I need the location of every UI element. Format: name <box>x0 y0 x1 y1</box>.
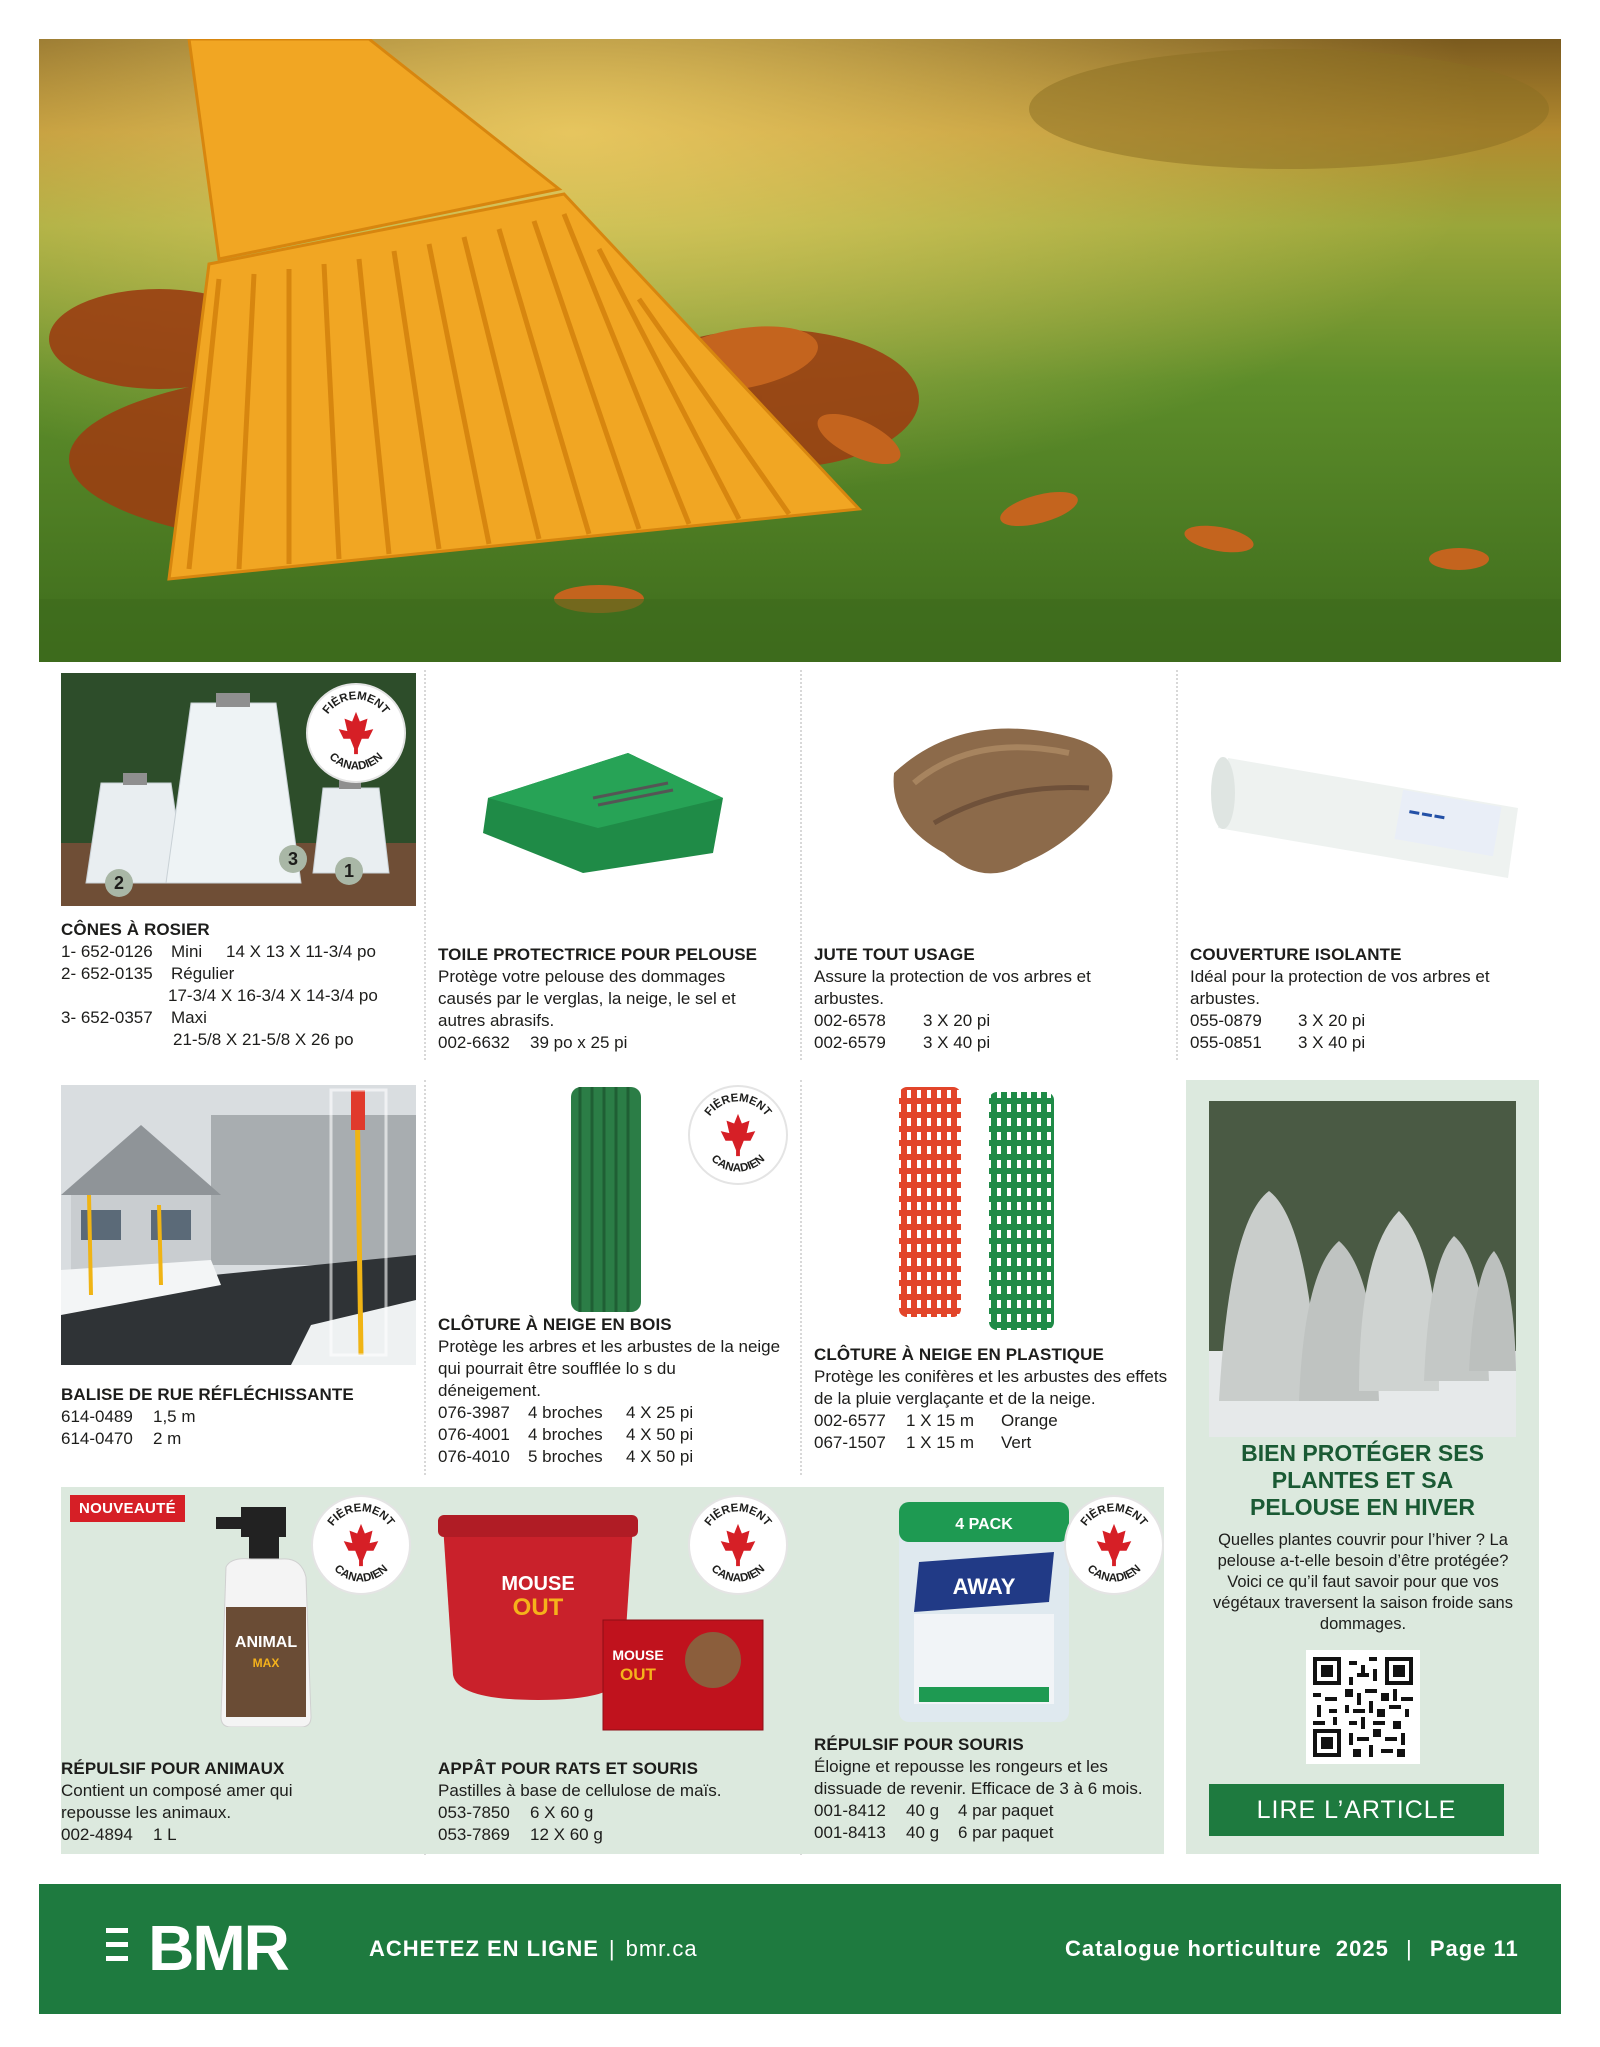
spec-row: 1- 652-0126 Mini 14 X 13 X 11-3/4 po <box>61 942 376 961</box>
product-title: CÔNES À ROSIER <box>61 920 210 939</box>
svg-text:ANIMAL: ANIMAL <box>234 1634 298 1651</box>
product-rose-cones <box>61 673 416 1063</box>
product-title: BALISE DE RUE RÉFLÉCHISSANTE <box>61 1385 354 1404</box>
read-article-button[interactable]: LIRE L’ARTICLE <box>1209 1784 1504 1836</box>
svg-text:CANADIEN: CANADIEN <box>326 750 386 773</box>
product-title: TOILE PROTECTRICE POUR PELOUSE <box>438 945 758 964</box>
product-all-purpose-jute <box>814 673 1164 1063</box>
spec-row: 002-4894 1 L <box>61 1825 177 1844</box>
marker-1: 1 <box>335 857 363 885</box>
canadian-badge <box>311 1495 411 1595</box>
spec-row: 055-0879 3 X 20 pi <box>1190 1011 1366 1030</box>
product-title: RÉPULSIF POUR SOURIS <box>814 1735 1024 1754</box>
spec-row: 002-6632 39 po x 25 pi <box>438 1033 628 1052</box>
animal-repellent-bottle-image <box>211 1507 321 1727</box>
product-description: Pastilles à base de cellulose de maïs. <box>438 1781 722 1800</box>
canadian-badge <box>688 1085 788 1185</box>
spec-row: 002-6579 3 X 40 pi <box>814 1033 991 1052</box>
spec-row: 001-8412 40 g 4 par paquet <box>814 1801 1054 1820</box>
product-description: Éloigne et repousse les rongeurs et les dissuade de revenir. Efficace de 3 à 6 mois. <box>814 1757 1143 1798</box>
hero-rake-leaves-image <box>39 39 1561 662</box>
footer-bar <box>39 1884 1561 2014</box>
product-rat-mouse-bait <box>438 1487 788 1854</box>
canadian-badge <box>688 1495 788 1595</box>
canadian-badge <box>306 683 406 783</box>
svg-text:MOUSE: MOUSE <box>612 1647 664 1663</box>
maple-leaf-icon <box>344 1524 379 1566</box>
article-text: Quelles plantes couvrir pour l’hiver ? La pelouse a-t-elle besoin d’être protégée? Voici ce qu’il faut savoir pour que vos végétaux traversent la saison froide sans dommages. <box>1213 1531 1513 1633</box>
maple-leaf-icon <box>721 1524 756 1566</box>
article-panel <box>1186 1080 1539 1854</box>
divider <box>1176 670 1178 1060</box>
divider <box>800 670 802 1060</box>
svg-text:FIÈREMENT: FIÈREMENT <box>325 1502 397 1529</box>
snow-driveway-image <box>61 1085 416 1365</box>
product-title: JUTE TOUT USAGE <box>814 945 975 964</box>
product-lawn-protection-cloth <box>438 673 788 1063</box>
svg-text:CANADIEN: CANADIEN <box>708 1562 768 1585</box>
product-title: COUVERTURE ISOLANTE <box>1190 945 1402 964</box>
product-title: RÉPULSIF POUR ANIMAUX <box>61 1759 285 1778</box>
svg-text:FIÈREMENT: FIÈREMENT <box>702 1502 774 1529</box>
product-animal-repellent <box>61 1487 416 1854</box>
product-wood-snow-fence <box>438 1085 788 1480</box>
product-title: APPÂT POUR RATS ET SOURIS <box>438 1759 699 1778</box>
svg-text:CANADIEN: CANADIEN <box>708 1152 768 1175</box>
maple-leaf-icon <box>1097 1524 1132 1566</box>
svg-text:MAX: MAX <box>252 1656 280 1670</box>
plastic-fence-rolls-image <box>894 1087 1069 1332</box>
spec-row: 067-1507 1 X 15 m Vert <box>814 1433 1032 1452</box>
divider <box>800 1080 802 1475</box>
product-reflective-marker <box>61 1085 416 1465</box>
divider <box>424 670 426 1060</box>
svg-text:AWAY: AWAY <box>952 1574 1016 1599</box>
product-description: Idéal pour la protection de vos arbres et arbustes. <box>1190 967 1490 1008</box>
spec-row: 2- 652-0135 Régulier <box>61 964 235 983</box>
rodent-away-pack-image <box>894 1502 1074 1722</box>
spec-row: 055-0851 3 X 40 pi <box>1190 1033 1366 1052</box>
spec-row: 614-0489 1,5 m <box>61 1407 196 1426</box>
new-badge: NOUVEAUTÉ <box>70 1495 185 1522</box>
product-plastic-snow-fence <box>814 1085 1174 1480</box>
canadian-badge <box>1064 1495 1164 1595</box>
green-tarp-image <box>478 743 728 873</box>
svg-text:4 PACK: 4 PACK <box>955 1516 1013 1533</box>
spec-row: 002-6577 1 X 15 m Orange <box>814 1411 1058 1430</box>
product-title: CLÔTURE À NEIGE EN BOIS <box>438 1315 672 1334</box>
product-description: Contient un composé amer qui repousse les animaux. <box>61 1781 293 1822</box>
spec-row: 053-7869 12 X 60 g <box>438 1825 603 1844</box>
page-number: Page 11 <box>1429 1936 1519 1961</box>
bmr-logo[interactable] <box>106 1914 316 1978</box>
catalogue-info: Catalogue horticulture 2025 | Page 11 <box>1065 1936 1519 1961</box>
marker-3: 3 <box>279 845 307 873</box>
spec-row: 076-4001 4 broches 4 X 50 pi <box>438 1425 694 1444</box>
svg-text:OUT: OUT <box>512 1594 564 1621</box>
product-mouse-repellent <box>814 1487 1174 1854</box>
svg-text:FIÈREMENT: FIÈREMENT <box>320 690 392 717</box>
spec-row: 076-4010 5 broches 4 X 50 pi <box>438 1447 694 1466</box>
insulating-roll-image <box>1208 748 1533 888</box>
product-title: CLÔTURE À NEIGE EN PLASTIQUE <box>814 1345 1104 1364</box>
wood-fence-roll-image <box>566 1087 646 1312</box>
spec-row: 002-6578 3 X 20 pi <box>814 1011 991 1030</box>
covered-shrubs-image <box>1209 1101 1516 1437</box>
svg-text:CANADIEN: CANADIEN <box>1084 1562 1144 1585</box>
maple-leaf-icon <box>339 712 374 754</box>
product-description: Protège votre pelouse des dommages causés par le verglas, la neige, le sel et autres abrasifs. <box>438 967 736 1030</box>
shop-online-text: ACHETEZ EN LIGNE | bmr.ca <box>369 1936 698 1961</box>
product-description: Protège les conifères et les arbustes des effets de la pluie verglaçante et de la neige. <box>814 1367 1168 1408</box>
spec-row: 3- 652-0357 Maxi <box>61 1008 207 1027</box>
svg-text:FIÈREMENT: FIÈREMENT <box>702 1092 774 1119</box>
product-description: Assure la protection de vos arbres et arbustes. <box>814 967 1091 1008</box>
product-description: Protège les arbres et les arbustes de la neige qui pourrait être soufflée lo s du déneigement. <box>438 1337 781 1400</box>
svg-text:OUT: OUT <box>620 1665 656 1684</box>
spec-row: 614-0470 2 m <box>61 1429 182 1448</box>
divider <box>424 1080 426 1475</box>
svg-text:▬ ▬ ▬: ▬ ▬ ▬ <box>1408 805 1446 823</box>
qr-code[interactable] <box>1306 1650 1420 1764</box>
spec-row: 001-8413 40 g 6 par paquet <box>814 1823 1054 1842</box>
jute-roll-image <box>874 713 1124 893</box>
svg-text:FIÈREMENT: FIÈREMENT <box>1078 1502 1150 1529</box>
spec-row: 076-3987 4 broches 4 X 25 pi <box>438 1403 694 1422</box>
spec-row: 053-7850 6 X 60 g <box>438 1803 594 1822</box>
svg-text:MOUSE: MOUSE <box>501 1573 575 1595</box>
svg-text:CANADIEN: CANADIEN <box>331 1562 391 1585</box>
maple-leaf-icon <box>721 1114 756 1156</box>
marker-2: 2 <box>105 869 133 897</box>
spec-row: 17-3/4 X 16-3/4 X 14-3/4 po <box>168 986 378 1005</box>
svg-text:BMR: BMR <box>148 1914 288 1978</box>
product-insulating-cover <box>1190 673 1540 1063</box>
article-title: BIEN PROTÉGER SES PLANTES ET SA PELOUSE EN HIVER <box>1241 1440 1484 1520</box>
spec-row: 21-5/8 X 21-5/8 X 26 po <box>173 1030 354 1049</box>
website-link[interactable]: bmr.ca <box>625 1936 698 1961</box>
